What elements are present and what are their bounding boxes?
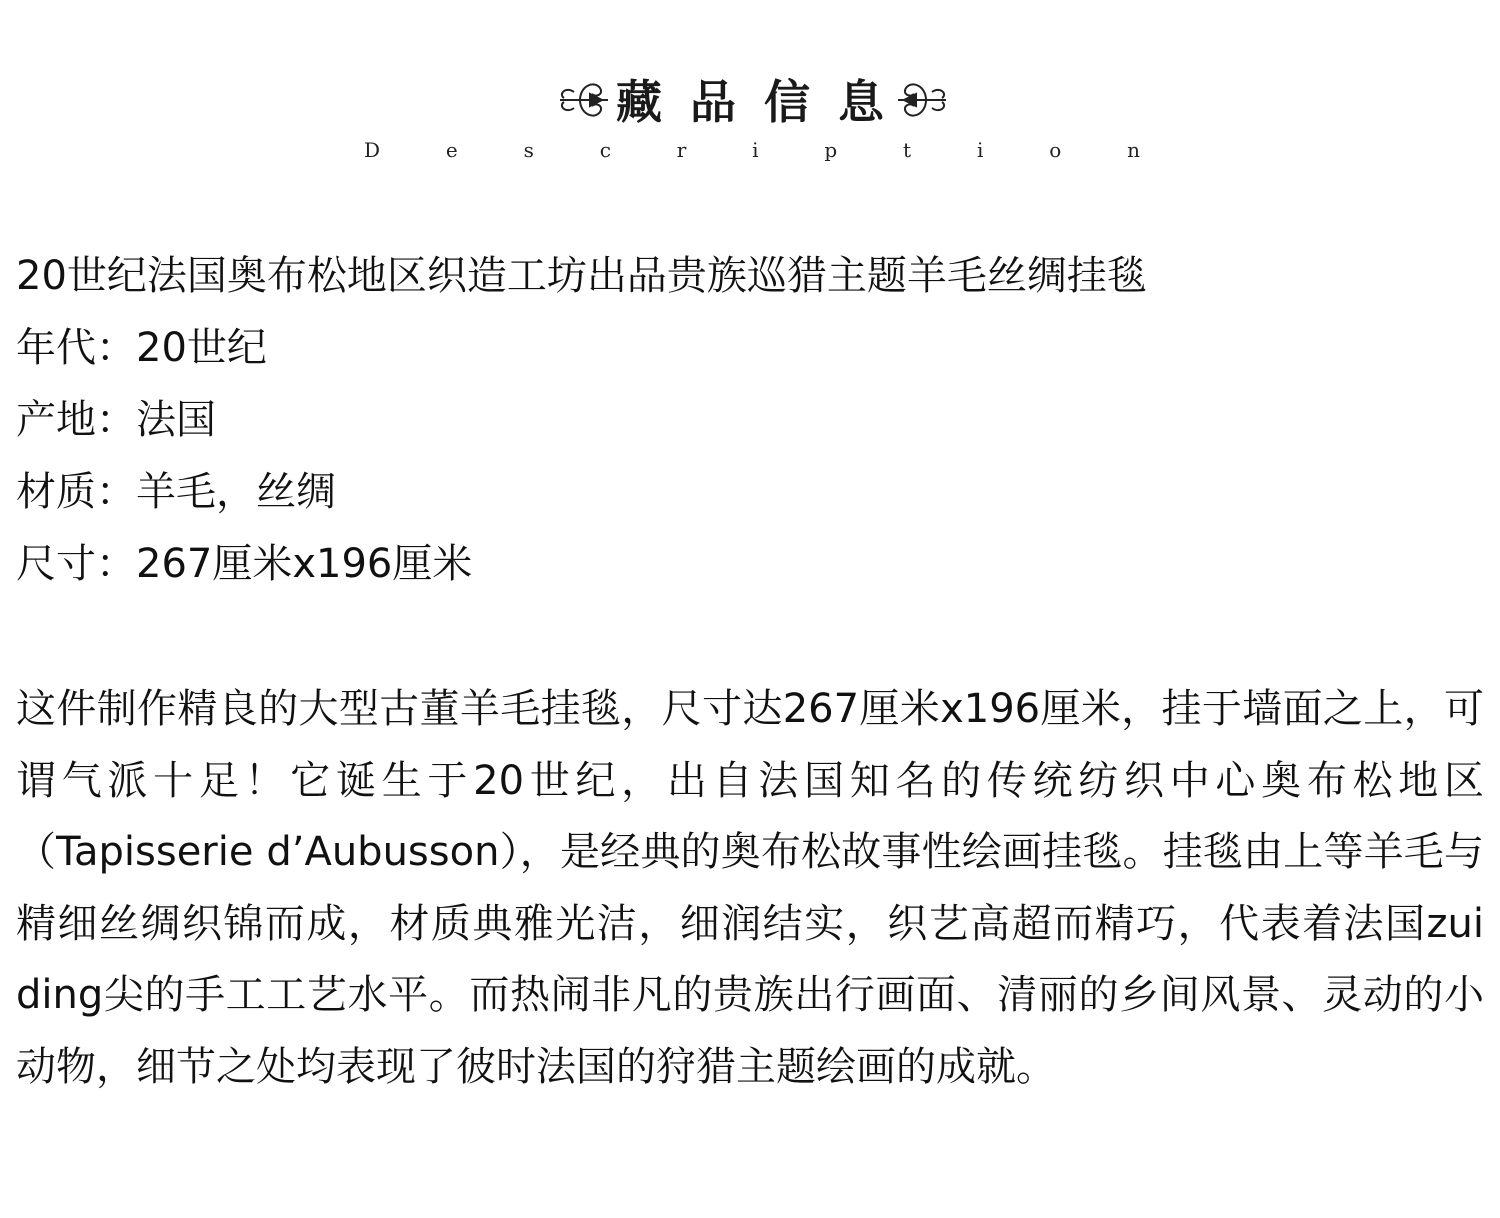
- item-size: 尺寸：267厘米x196厘米: [16, 541, 473, 587]
- subtitle-letter: r: [676, 138, 687, 162]
- subtitle-letter: e: [445, 138, 458, 162]
- page-title: 藏品信息: [616, 75, 912, 129]
- subtitle-letter: n: [1127, 138, 1140, 162]
- page-subtitle: [364, 138, 1140, 162]
- subtitle-letter: D: [364, 138, 381, 162]
- description-paragraph: 这件制作精良的大型古董羊毛挂毯，尺寸达267厘米x196厘米，挂于墙面之上，可谓气派十足！它诞生于20世纪，出自法国知名的传统纺织中心奥布松地区（Tapisserie d’Aubusson），是经典的奥布松故事性绘画挂毯。挂毯由上等羊毛与精细丝绸织锦而成，材质典雅光洁，细润结实，织艺高超而精巧，代表着法国zui ding尖的手工工艺水平。而热闹非凡的贵族出行画面、清丽的乡间风景、灵动的小动物，细节之处均表现了彼时法国的狩猎主题绘画的成就。: [16, 686, 1484, 1090]
- subtitle-letter: t: [903, 138, 912, 162]
- subtitle-letter: i: [976, 138, 984, 162]
- item-name: 20世纪法国奥布松地区织造工坊出品贵族巡猎主题羊毛丝绸挂毯: [16, 253, 1147, 299]
- subtitle-letter: c: [599, 138, 611, 162]
- item-material: 材质：羊毛，丝绸: [16, 469, 336, 515]
- spec-list: [16, 240, 1486, 600]
- subtitle-letter: o: [1049, 138, 1062, 162]
- subtitle-letter: p: [824, 138, 838, 162]
- item-origin: 产地：法国: [16, 397, 216, 443]
- section-header: [0, 60, 1500, 180]
- item-era: 年代：20世纪: [16, 325, 267, 371]
- subtitle-letter: s: [523, 138, 534, 162]
- subtitle-letter: i: [752, 138, 759, 162]
